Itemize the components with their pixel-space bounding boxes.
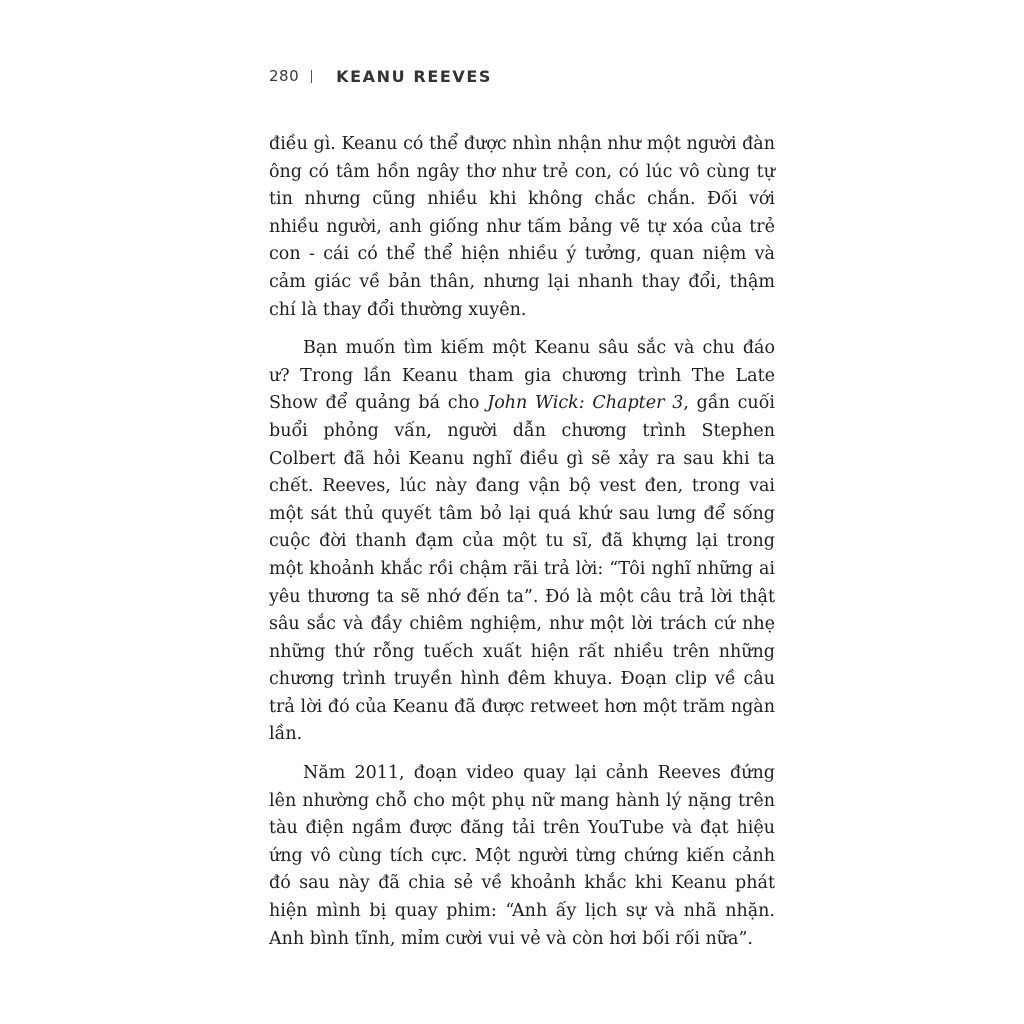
paragraph-3: Năm 2011, đoạn video quay lại cảnh Reeves đứng lên nhường chỗ cho một phụ nữ mang hành lý nặng trên tàu điện ngầm được đăng tải trên YouTube và đạt hiệu ứng vô cùng tích cực. Một người từng chứng kiến cảnh đó sau này đã chia sẻ về khoảnh khắc khi Keanu phát hiện mình bị quay phim: “Anh ấy lịch sự và nhã nhặn. Anh bình tĩnh, mỉm cười vui vẻ và còn hơi bối rối nữa”. bbox=[269, 763, 775, 949]
page-number: 280 bbox=[269, 67, 300, 85]
paragraph-1: điều gì. Keanu có thể được nhìn nhận như một người đàn ông có tâm hồn ngây thơ như trẻ con, có lúc vô cùng tự tin nhưng cũng nhiều khi không chắc chắn. Đối với nhiều người, anh giống như tấm bảng vẽ tự xóa của trẻ con - cái có thể thể hiện nhiều ý tưởng, quan niệm và cảm giác về bản thân, nhưng lại nhanh thay đổi, thậm chí là thay đổi thường xuyên. bbox=[269, 134, 775, 320]
running-header bbox=[269, 64, 492, 88]
film-title-italic: John Wick: Chapter 3 bbox=[487, 393, 684, 414]
paragraph-2-text-before: Bạn muốn tìm kiếm một Keanu sâu sắc và chu đáo ư? Trong lần Keanu tham gia chương trình The Late Show để quảng bá cho bbox=[269, 338, 775, 414]
paragraph-2-text-after: , gần cuối buổi phỏng vấn, người dẫn chương trình Stephen Colbert đã hỏi Keanu nghĩ điều gì sẽ xảy ra sau khi ta chết. Reeves, lúc này đang vận bộ vest đen, trong vai một sát thủ quyết tâm bỏ lại quá khứ sau lưng để sống cuộc đời thanh đạm của một tu sĩ, đã khựng lại trong một khoảnh khắc rồi chậm rãi trả lời: “Tôi nghĩ những ai yêu thương ta sẽ nhớ đến ta”. Đó là một câu trả lời thật sâu sắc và đầy chiêm nghiệm, như một lời trách cứ nhẹ những thứ rỗng tuếch xuất hiện rất nhiều trên những chương trình truyền hình đêm khuya. Đoạn clip về câu trả lời đó của Keanu đã được retweet hơn một trăm ngàn lần. bbox=[269, 393, 776, 745]
paragraph-2 bbox=[269, 335, 775, 749]
header-divider bbox=[311, 70, 312, 83]
body-text bbox=[269, 131, 775, 953]
book-title: KEANU REEVES bbox=[336, 66, 493, 86]
